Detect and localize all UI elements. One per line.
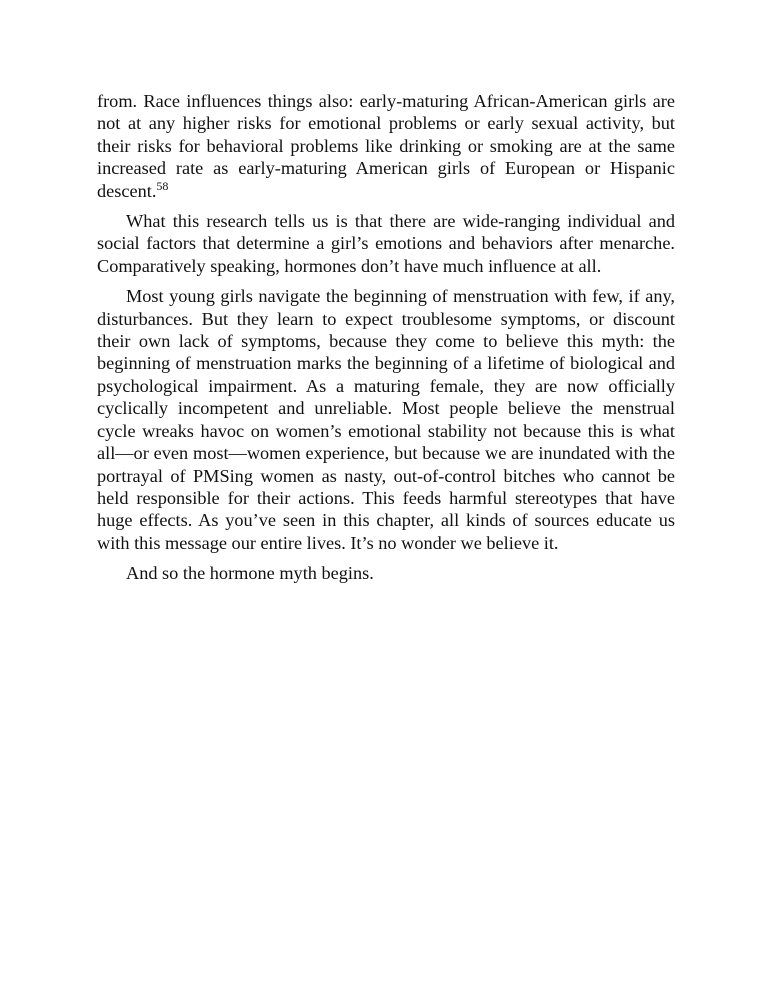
paragraph: Most young girls navigate the beginning of menstruation with few, if any, disturbances. But they learn to expect troublesome symptoms, or discount their own lack of symptoms, because they come to believe this myth: the beginning of menstruation marks the beginning of a lifetime of biological and psychological impairment. As a maturing female, they are now officially cyclically incompetent and unreliable. Most people believe the menstrual cycle wreaks havoc on women’s emotional stability not because this is what all—or even most—women experience, but because we are inundated with the portrayal of PMSing women as nasty, out-of-control bitches who cannot be held responsible for their actions. This feeds harmful stereotypes that have huge effects. As you’ve seen in this chapter, all kinds of sources educate us with this message our entire lives. It’s no wonder we believe it. bbox=[97, 286, 675, 553]
footnote-marker: 58 bbox=[156, 178, 169, 193]
paragraph-continued bbox=[97, 90, 675, 202]
page-body bbox=[97, 90, 675, 593]
paragraph-text: from. Race influences things also: early-maturing African-American girls are not at any higher risks for emotional problems or early sexual activity, but their risks for behavioral problems like drinking or smoking are at the same increased rate as early-maturing American girls of European or Hispanic descent. bbox=[97, 91, 675, 201]
paragraph: What this research tells us is that there are wide-ranging individual and social factors that determine a girl’s emotions and behaviors after menarche. Comparatively speaking, hormones don’t have much influence at all. bbox=[97, 211, 675, 276]
paragraph: And so the hormone myth begins. bbox=[126, 563, 374, 584]
